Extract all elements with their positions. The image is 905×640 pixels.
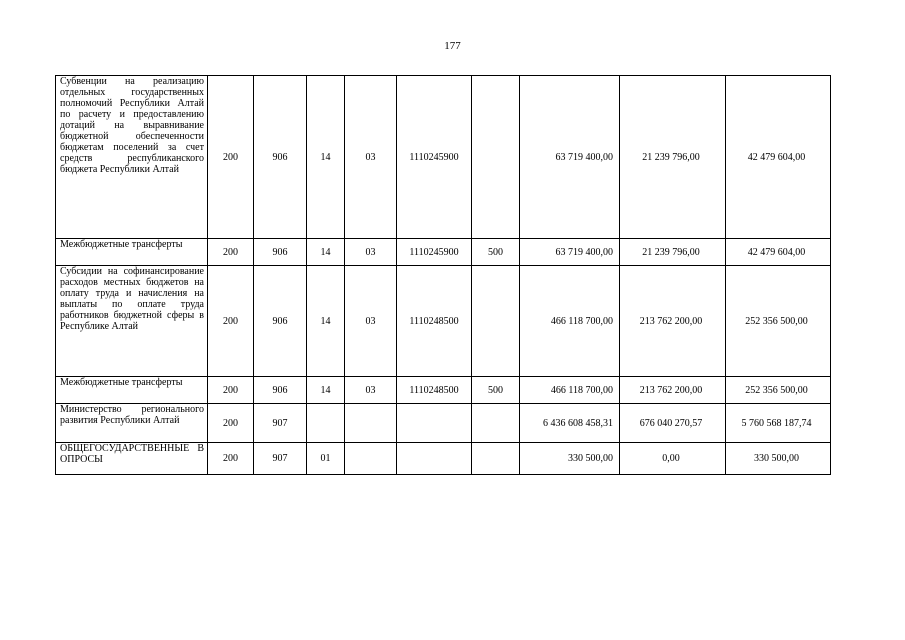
cell-c3: 01	[307, 443, 345, 475]
cell-c3: 14	[307, 266, 345, 377]
cell-c6: 500	[472, 239, 520, 266]
cell-c3: 14	[307, 377, 345, 404]
table-row	[56, 266, 831, 377]
cell-c6	[472, 266, 520, 377]
cell-v1: 466 118 700,00	[520, 377, 620, 404]
cell-c2: 906	[254, 76, 307, 239]
table-row	[56, 377, 831, 404]
cell-c3: 14	[307, 239, 345, 266]
cell-v1: 63 719 400,00	[520, 239, 620, 266]
cell-c5: 1110245900	[397, 76, 472, 239]
cell-c5	[397, 443, 472, 475]
row-name: Субсидии на софинансирование расходов местных бюджетов на оплату труда и начисления на выплаты по оплате труда работников бюджетной сферы в Республике Алтай	[56, 266, 208, 377]
cell-c1: 200	[208, 239, 254, 266]
cell-v3: 252 356 500,00	[726, 266, 831, 377]
cell-c2: 906	[254, 377, 307, 404]
table-body	[56, 76, 831, 475]
cell-v2: 213 762 200,00	[620, 266, 726, 377]
table-row	[56, 76, 831, 239]
cell-v3: 330 500,00	[726, 443, 831, 475]
cell-v1: 63 719 400,00	[520, 76, 620, 239]
cell-c5: 1110245900	[397, 239, 472, 266]
table-row	[56, 404, 831, 443]
cell-c6	[472, 443, 520, 475]
cell-c1: 200	[208, 377, 254, 404]
cell-v3: 42 479 604,00	[726, 239, 831, 266]
cell-c3	[307, 404, 345, 443]
row-name: ОБЩЕГОСУДАРСТВЕННЫЕ ВОПРОСЫ	[56, 443, 208, 475]
cell-c2: 907	[254, 443, 307, 475]
cell-v3: 5 760 568 187,74	[726, 404, 831, 443]
cell-v1: 6 436 608 458,31	[520, 404, 620, 443]
row-name: Субвенции на реализацию отдельных государственных полномочий Республики Алтай по расчету и предоставлению дотаций на выравнивание бюджетной обеспеченности бюджетам поселений за счет средств республиканского бюджета Республики Алтай	[56, 76, 208, 239]
cell-c1: 200	[208, 76, 254, 239]
cell-c2: 906	[254, 239, 307, 266]
cell-v1: 330 500,00	[520, 443, 620, 475]
cell-c2: 907	[254, 404, 307, 443]
cell-c1: 200	[208, 443, 254, 475]
cell-v2: 676 040 270,57	[620, 404, 726, 443]
budget-table	[55, 75, 831, 475]
page-number: 177	[444, 40, 461, 52]
cell-c3: 14	[307, 76, 345, 239]
row-name: Министерство регионального развития Республики Алтай	[56, 404, 208, 443]
table-row	[56, 239, 831, 266]
cell-c4: 03	[345, 239, 397, 266]
cell-v1: 466 118 700,00	[520, 266, 620, 377]
cell-c5	[397, 404, 472, 443]
cell-c1: 200	[208, 266, 254, 377]
cell-v2: 21 239 796,00	[620, 76, 726, 239]
cell-v2: 21 239 796,00	[620, 239, 726, 266]
cell-c6	[472, 76, 520, 239]
cell-c1: 200	[208, 404, 254, 443]
cell-v2: 0,00	[620, 443, 726, 475]
cell-c4	[345, 404, 397, 443]
cell-c2: 906	[254, 266, 307, 377]
row-name: Межбюджетные трансферты	[56, 377, 208, 404]
cell-c5: 1110248500	[397, 377, 472, 404]
cell-v3: 252 356 500,00	[726, 377, 831, 404]
cell-c4: 03	[345, 377, 397, 404]
cell-c6: 500	[472, 377, 520, 404]
cell-v3: 42 479 604,00	[726, 76, 831, 239]
cell-c4: 03	[345, 76, 397, 239]
table-row	[56, 443, 831, 475]
cell-c4: 03	[345, 266, 397, 377]
cell-c5: 1110248500	[397, 266, 472, 377]
cell-c6	[472, 404, 520, 443]
cell-v2: 213 762 200,00	[620, 377, 726, 404]
row-name: Межбюджетные трансферты	[56, 239, 208, 266]
cell-c4	[345, 443, 397, 475]
